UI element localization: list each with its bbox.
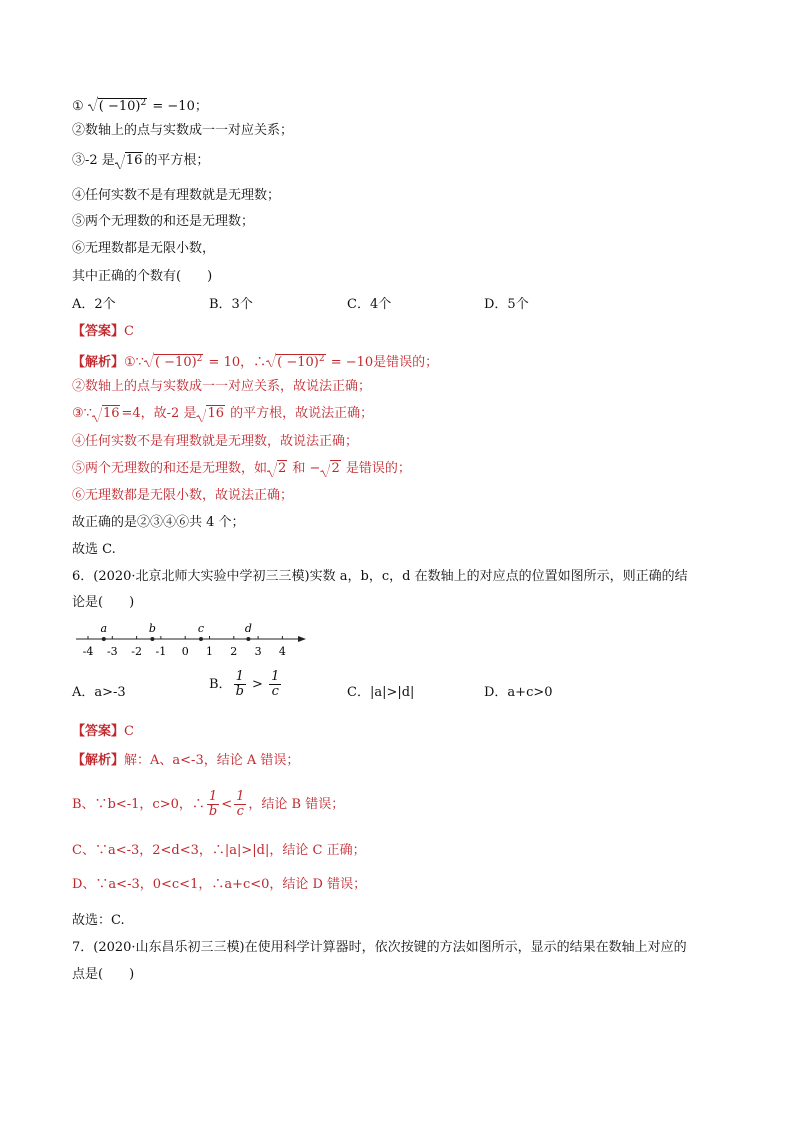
- number-line-tick-label: 3: [254, 645, 262, 658]
- number-line-tick-label: 0: [181, 645, 189, 658]
- q5-question: 其中正确的个数有( ): [72, 269, 213, 284]
- number-line-point-label: b: [148, 622, 156, 635]
- number-line: [72, 618, 312, 660]
- q5-conclusion: 故正确的是②③④⑥共 4 个；: [72, 515, 245, 530]
- sqrt-symbol: ( −10)$^2$: [88, 94, 147, 116]
- sqrt-symbol: ( −10)$^2$: [144, 350, 203, 372]
- q7-stem-line2: 点是( ): [72, 967, 135, 982]
- number-line-point-label: c: [197, 622, 205, 635]
- number-line-tick-label: 1: [206, 645, 213, 658]
- q6-solution-a: 【解析】解：A、a<-3，结论 A 错误；: [72, 753, 300, 768]
- sqrt-symbol: ( −10)$^2$: [266, 350, 325, 372]
- q5-item2: ②数轴上的点与实数成一一对应关系；: [72, 123, 294, 138]
- number-line-point: [150, 637, 154, 641]
- q5-option-b: B．3个: [209, 297, 253, 312]
- q5-choose: 故选 C.: [72, 542, 116, 557]
- q5-item5: ⑤两个无理数的和还是无理数；: [72, 214, 255, 229]
- number-line-tick-label: -2: [131, 645, 142, 658]
- q5-solution-3: ③∵ 16 =4，故-2 是 16 的平方根，故说法正确；: [72, 406, 374, 421]
- q6-answer: 【答案】C: [72, 724, 134, 739]
- sqrt-symbol: 2: [320, 460, 340, 478]
- q5-solution-6: ⑥无理数都是无限小数，故说法正确；: [72, 488, 294, 503]
- number-line-tick-label: 2: [230, 645, 238, 658]
- sqrt-symbol: 16: [92, 405, 121, 423]
- q5-option-a: A．2个: [72, 297, 116, 312]
- number-line-point: [102, 637, 106, 641]
- sqrt-symbol: 2: [267, 460, 287, 478]
- q5-solution-4: ④任何实数不是有理数就是无理数，故说法正确；: [72, 434, 359, 449]
- number-line-point-label: a: [100, 622, 108, 635]
- q5-solution-2: ②数轴上的点与实数成一一对应关系，故说法正确；: [72, 379, 372, 394]
- q5-item3: ③-2 是 16 的平方根；: [72, 153, 210, 168]
- q7-stem-line1: 7．(2020·山东昌乐初三三模)在使用科学计算器时，依次按键的方法如图所示，显示的结果在数轴上对应的: [72, 940, 687, 955]
- number-line-tick-label: -3: [106, 645, 118, 658]
- q6-stem-line2: 论是( ): [72, 595, 135, 610]
- number-line-point: [199, 637, 203, 641]
- q6-choose: 故选：C.: [72, 913, 125, 928]
- q5-item6: ⑥无理数都是无限小数，: [72, 241, 216, 256]
- q5-solution-5: ⑤两个无理数的和还是无理数，如 2 和 − 2 是错误的；: [72, 461, 411, 476]
- q5-item1: ① ( −10)$^2$ = −10；: [72, 94, 208, 116]
- q6-stem-line1: 6．(2020·北京北师大实验中学初三三模)实数 a，b，c，d 在数轴上的对应点的位置如图所示，则正确的结: [72, 569, 688, 584]
- q5-solution-1: 【解析】①∵ ( −10)$^2$ = 10，∴ ( −10)$^2$ = −10是错误的；: [72, 350, 438, 372]
- sqrt-symbol: 16: [115, 152, 144, 170]
- sqrt-symbol: 16: [196, 405, 225, 423]
- q5-option-c: C．4个: [347, 297, 392, 312]
- number-line-point-label: d: [244, 622, 252, 635]
- q6-option-b: B． $\frac{1}{b}$ > $\frac{1}{c}$: [209, 669, 280, 699]
- q5-option-d: D．5个: [484, 297, 529, 312]
- q5-answer: 【答案】C: [72, 324, 134, 339]
- q6-solution-d: D、∵a<-3，0<c<1，∴a+c<0，结论 D 错误；: [72, 877, 367, 892]
- number-line-tick-label: 4: [278, 645, 286, 658]
- number-line-tick-label: -4: [82, 645, 94, 658]
- q5-item4: ④任何实数不是有理数就是无理数；: [72, 188, 281, 203]
- q6-option-d: D．a+c>0: [484, 685, 553, 700]
- number-line-point: [246, 637, 250, 641]
- q6-option-c: C．|a|>|d|: [347, 685, 415, 700]
- q6-solution-c: C、∵a<-3，2<d<3，∴|a|>|d|，结论 C 正确；: [72, 843, 366, 858]
- q6-option-a: A．a>-3: [72, 685, 126, 700]
- number-line-tick-label: -1: [155, 645, 167, 658]
- q6-solution-b: B、∵b<-1，c>0，∴ $\frac{1}{b}$ < $\frac{1}{c}$ ，结论 B 错误；: [72, 789, 345, 819]
